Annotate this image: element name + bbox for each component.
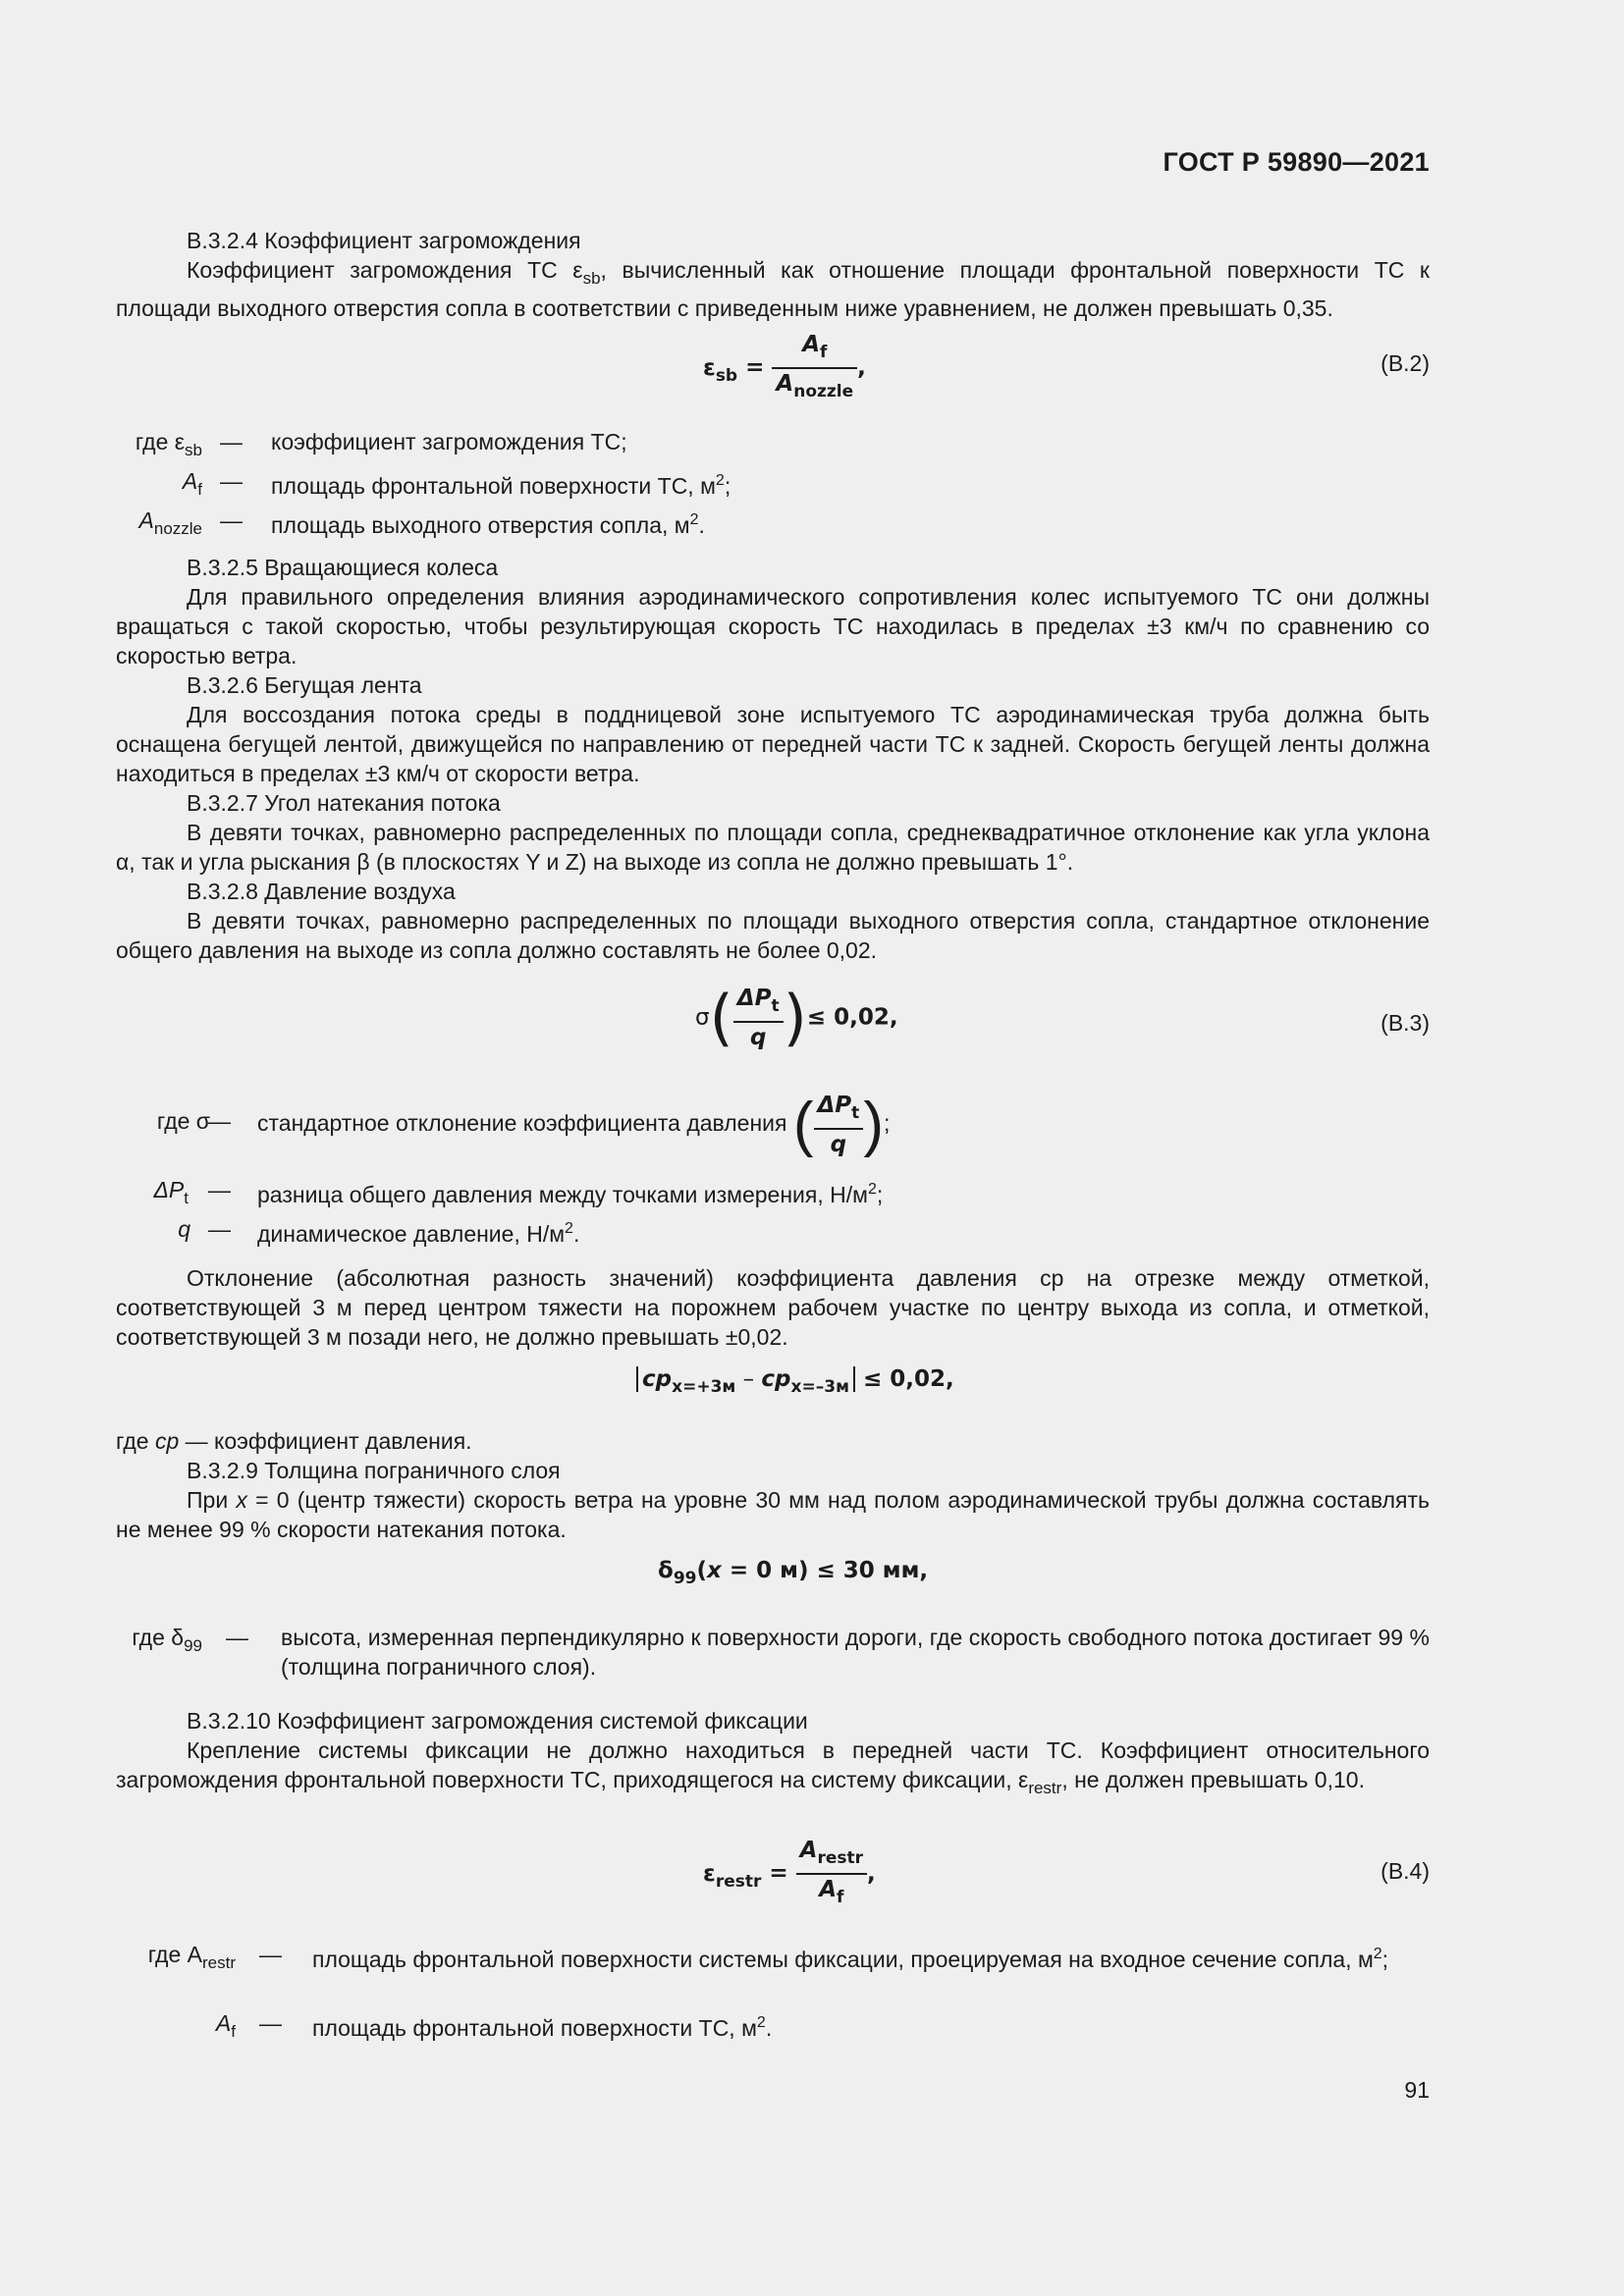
page-number: 91 [1404,2077,1430,2103]
formula-eps: $\varepsilon_{sb}$ [703,354,738,386]
paragraph: Коэффициент загромождения ТС $\varepsilon_{sb}$, вычисленный как отношение площади фронтальной поверхности ТС к площади выходного отверстия сопла в соответствии с приведенным ниже уравнением, не должен превышать 0,35. [116,257,1430,321]
equation-number: (В.3) [1380,1010,1430,1036]
glossary-item: $\Delta P_t$ — разница общего давления между точками измерения, $Н/м^2$; [153,1177,884,1207]
sections-b325-b328 [116,553,1430,965]
paragraph: При x = 0 (центр тяжести) скорость ветра на уровне 30 мм над полом аэродинамической трубы должна составлять не менее 99 % скорости натекания потока. [116,1487,1431,1542]
document-header: ГОСТ Р 59890—2021 [1163,147,1430,177]
glossary-item: q — динамическое давление, $Н/м^2$. [178,1216,580,1247]
section-b329 [116,1426,1430,1544]
paragraph: Отклонение (абсолютная разность значений) коэффициента давления cp на отрезке между отметкой, соответствующей 3 м перед центром тяжести на порожнем рабочем участке по центру выхода из сопла, и отметкой, соответствующей 3 м позади него, не должно превышать ±0,02. [116,1265,1430,1350]
glossary-item: где $\varepsilon_{sb}$ — коэффициент загромождения ТС; [135,429,627,459]
section-b3210 [116,1706,1430,1803]
glossary-item: $A_f$ — площадь фронтальной поверхности ТС, $м^2$; [182,468,731,499]
section-title: В.3.2.8 Давление воздуха [187,879,456,904]
formula-cp: $cp_{x=+3м} - cp_{x=-3м} \le 0,02$, [0,1361,1624,1410]
paragraph: Для правильного определения влияния аэродинамического сопротивления колес испытуемого ТС они должны вращаться с такой скоростью, чтобы результирующая скорость ТС находилась в пределах ±3 км/ч по сравнению со скоростью ветра. [116,584,1430,668]
section-title: В.3.2.4 Коэффициент загромождения [187,228,581,253]
glossary-item: где $\delta_{99}$ — высота, измеренная перпендикулярно к поверхности дороги, где скорость свободного потока достигает 99 % (толщина пограничного слоя). [132,1625,1430,1680]
paragraph: В девяти точках, равномерно распределенных по площади выходного отверстия сопла, стандартное отклонение общего давления на выходе из сопла должно составлять не более 0,02. [116,908,1430,963]
section-title: В.3.2.6 Бегущая лента [187,672,422,698]
glossary-item: $A_f$ — площадь фронтальной поверхности ТС, $м^2$. [215,2010,773,2041]
section-title: В.3.2.5 Вращающиеся колеса [187,555,499,580]
paragraph: Для воссоздания потока среды в поддницевой зоне испытуемого ТС аэродинамическая труба должна быть оснащена бегущей лентой, движущейся по направлению от передней части ТС к задней. Скорость бегущей ленты должна находиться в пределах ±3 км/ч от скорости ветра. [116,702,1430,786]
section-b324 [116,226,1430,323]
glossary-item: где σ — стандартное отклонение коэффициента давления ( $\frac{\Delta P_t}{q}$ ); [156,1091,891,1158]
formula-b2: $\varepsilon_{sb}$ = $\frac{A_f}{A_{nozzle}}$ , (В.2) [0,324,1624,402]
paragraph: В девяти точках, равномерно распределенных по площади сопла, среднеквадратичное отклонение как угла уклона α, так и угла рыскания β (в плоскостях Y и Z) на выходе из сопла не должно превышать 1°. [116,820,1430,875]
section-title: В.3.2.7 Угол натекания потока [187,790,501,816]
equation-number: (В.2) [1380,350,1430,376]
cp-definition: где cp — коэффициент давления. [116,1428,472,1454]
glossary-item: $A_{nozzle}$ — площадь выходного отверстия сопла, $м^2$. [138,507,705,538]
section-title: В.3.2.9 Толщина пограничного слоя [187,1458,561,1483]
formula-b3: σ( $\frac{\Delta P_t}{q}$ )≤ 0,02, (В.3) [695,982,1430,1053]
formula-b4: $\varepsilon_{restr}$ = $\frac{A_{restr}}{A_f}$ , (В.4) [703,1838,1430,1907]
section-title: В.3.2.10 Коэффициент загромождения системой фиксации [187,1708,808,1734]
formula-fraction: $\frac{A_f}{A_{nozzle}}$ [772,330,857,406]
formula-delta: $\delta_{99}(x = 0$ м) ≤ 30 мм, [658,1558,929,1588]
paragraph: Крепление системы фиксации не должно находиться в передней части ТС. Коэффициент относительного загромождения фронтальной поверхности ТС, приходящегося на систему фиксации, $\varepsilon_{restr}$, не должен превышать 0,10. [116,1737,1430,1797]
glossary-item: где $A_{restr}$ — площадь фронтальной поверхности системы фиксации, проецируемая на входное сечение сопла, $м^2$; [147,1942,1389,1972]
equation-number: (В.4) [1380,1858,1430,1884]
paragraph-cp [116,1263,1430,1352]
